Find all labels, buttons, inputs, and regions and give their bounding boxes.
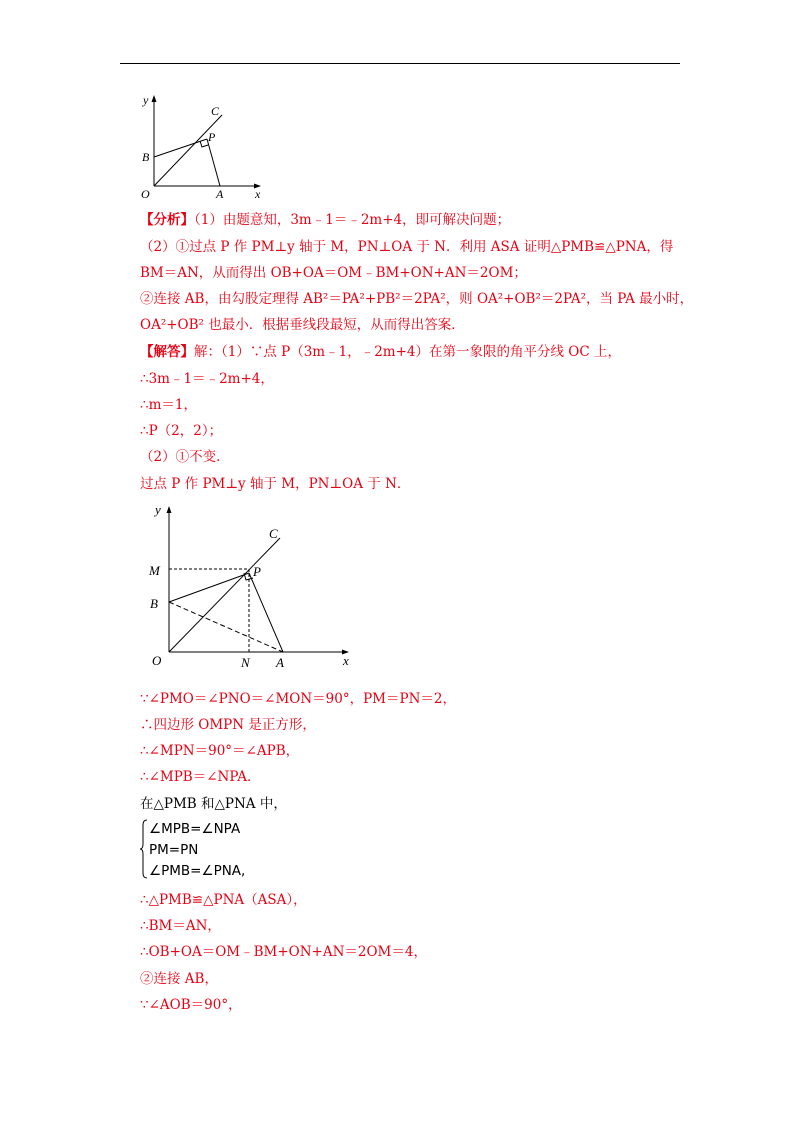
solution-line-11: 在△PMB 和△PNA 中， [140,796,287,812]
solution-line-1: 【解答】解：（1）∵点 P（3m﹣1，﹣2m+4）在第一象限的角平分线 OC 上， [140,344,621,360]
fig1-label-b: B [142,150,150,164]
fig2-line-bp [169,573,249,602]
solution-line-6: 过点 P 作 PM⊥y 轴于 M，PN⊥OA 于 N． [140,476,411,492]
fig2-label-x: x [343,653,349,668]
fig2-label-n: N [241,655,250,670]
analysis-line-2: （2）①过点 P 作 PM⊥y 轴于 M，PN⊥OA 于 N．利用 ASA 证明△PMB≌△PNA，得 [140,239,674,255]
solution-line-13: ∴BM＝AN， [140,918,221,934]
fig2-label-a: A [276,655,284,670]
fig2-dashed-ab [169,602,283,652]
fig1-y-arrow [152,95,157,102]
fig1-line-pa [207,139,220,186]
system-line-1: ∠MPB=∠NPA [149,821,241,837]
fig1-label-p: P [208,130,216,144]
fig1-label-x: x [255,187,261,201]
fig1-line-bp [154,139,207,157]
analysis-line-5: OA²+OB² 也最小．根据垂线段最短，从而得出答案． [140,317,465,333]
system-brace [140,819,148,879]
solution-line-16: ∵∠AOB＝90°， [140,997,242,1013]
fig1-label-y: y [143,93,149,107]
solution-line-8: ∴四边形 OMPN 是正方形， [140,717,316,733]
system-line-3: ∠PMB=∠PNA, [149,863,246,879]
solution-line-14: ∴OB+OA＝OM﹣BM+ON+AN＝2OM＝4， [140,944,427,960]
solution-line-5: （2）①不变． [140,449,230,465]
fig2-label-c: C [269,526,278,541]
fig1-line-oc [154,115,222,186]
fig1-label-c: C [211,104,220,118]
analysis-line-1: 【分析】（1）由题意知，3m﹣1＝﹣2m+4，即可解决问题； [140,212,511,228]
analysis-tag: 【分析】 [140,212,194,228]
fig1-label-a: A [216,187,224,201]
solution-line-15: ②连接 AB， [140,971,218,987]
fig2-y-arrow [167,506,172,513]
solution-line-3: ∴m＝1， [140,397,197,413]
fig2-label-p: P [253,564,261,579]
figure-1-diagram [138,92,270,202]
fig1-right-angle-mark [200,141,208,147]
fig1-label-o: O [141,187,150,201]
fig2-label-y: y [155,502,161,517]
solution-line-7: ∵∠PMO＝∠PNO＝∠MON＝90°，PM＝PN＝2， [140,691,456,707]
solution-line-10: ∴∠MPB＝∠NPA． [140,769,261,785]
fig2-label-m: M [149,563,160,578]
fig2-label-o: O [152,653,162,668]
solution-line-12: ∴△PMB≌△PNA（ASA）， [140,892,307,908]
analysis-line-4: ②连接 AB，由勾股定理得 AB²＝PA²+PB²＝2PA²，则 OA²+OB²＝2PA²，当 PA 最小时， [140,291,694,307]
figure-2-diagram [138,500,360,672]
solution-tag: 【解答】 [140,344,194,360]
system-line-2: PM=PN [149,842,199,858]
solution-line-4: ∴P（2，2）； [140,423,223,439]
solution-line-9: ∴∠MPN＝90°＝∠APB， [140,743,300,759]
fig2-line-pa [249,573,283,652]
header-rule [120,63,680,64]
fig2-label-b: B [150,596,158,611]
solution-line-2: ∴3m﹣1＝﹣2m+4， [140,371,274,387]
fig2-line-oc [169,538,280,652]
analysis-line-3: BM＝AN，从而得出 OB+OA＝OM﹣BM+ON+AN＝2OM； [140,265,527,281]
